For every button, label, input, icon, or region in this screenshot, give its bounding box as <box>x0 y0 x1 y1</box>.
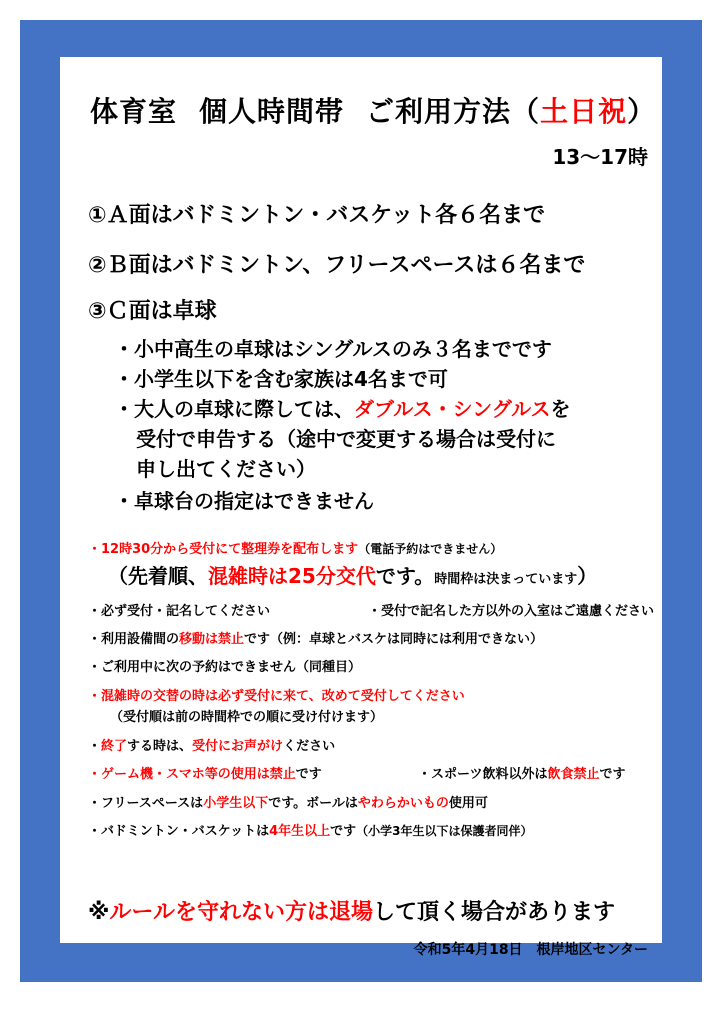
tt-rule-2: ・小学生以下を含む家族は4名まで可 <box>114 367 448 391</box>
highlight: 小学生以下 <box>203 796 269 811</box>
time-range: 13～17時 <box>552 145 648 169</box>
title-part: 個人時間帯 <box>199 95 345 128</box>
area-a-rule: ①Ａ面はバドミントン・バスケット各６名まで <box>88 203 546 228</box>
blue-frame <box>20 20 702 982</box>
text: ください <box>283 739 336 754</box>
note-food <box>418 763 626 782</box>
tt-rule-1: ・小中高生の卓球はシングルスのみ３名までです <box>114 337 552 361</box>
note-rotation-order: （受付順は前の時間枠での順に受け付けます） <box>110 710 384 725</box>
note-movement <box>88 628 543 647</box>
highlight: 飲食禁止 <box>547 767 600 782</box>
text: です <box>295 767 322 782</box>
tt-rule-3 <box>114 393 571 422</box>
tt-rule-4: ・卓球台の指定はできません <box>114 489 374 513</box>
note-entry: ・受付で記名した方以外の入室はご遠慮ください <box>368 604 655 619</box>
text: （電話予約はできません） <box>358 542 503 556</box>
page-title <box>90 90 656 130</box>
footer-date-org: 令和5年4月18日 根岸地区センター <box>413 942 648 958</box>
title-part: 体育室 <box>90 95 178 128</box>
title-paren: （ <box>511 95 541 128</box>
title-part: ご利用方法 <box>366 95 512 128</box>
note-rotation <box>108 560 597 589</box>
warning-line <box>88 895 615 926</box>
highlight: 移動は禁止 <box>179 632 245 647</box>
highlight: やわらかいもの <box>357 796 449 811</box>
area-c-rule: ③Ｃ面は卓球 <box>88 299 217 324</box>
note-register: ・必ず受付・記名してください <box>88 604 271 619</box>
highlight: 受付にお声がけ <box>192 739 284 754</box>
text: です <box>330 824 357 839</box>
notice-sheet <box>60 57 662 958</box>
text: ・バドミントン・バスケットは <box>88 824 270 839</box>
text: して頂く場合があります <box>372 900 615 925</box>
text: ・利用設備間の <box>88 632 180 647</box>
note-badminton-age <box>88 820 533 839</box>
text: ※ <box>88 900 110 925</box>
note-rotation-desk: ・混雑時の交替の時は必ず受付に来て、改めて受付してください <box>88 689 465 704</box>
highlight: 4年生以上 <box>269 824 331 839</box>
text: です。ボールは <box>268 796 358 811</box>
text: です <box>599 767 626 782</box>
title-days: 土日祝 <box>540 95 628 128</box>
text: 時間枠は決まっています <box>434 572 578 587</box>
highlight: 混雑時は25分交代 <box>208 564 376 588</box>
text: ・フリースペースは <box>88 796 204 811</box>
text: ・大人の卓球に際しては、 <box>114 397 354 421</box>
text: を <box>550 397 571 421</box>
text: 使用可 <box>448 796 488 811</box>
text: ） <box>577 564 598 588</box>
tt-rule-3-line3: 申し出てください） <box>136 457 316 481</box>
title-paren: ） <box>627 95 657 128</box>
highlight: ・ゲーム機・スマホ等の使用は禁止 <box>88 767 296 782</box>
area-b-rule: ②Ｂ面はバドミントン、フリースペースは６名まで <box>88 253 586 278</box>
highlight: 終了 <box>101 739 128 754</box>
text: です（例：卓球とバスケは同時には利用できない） <box>244 632 544 647</box>
note-free-space <box>88 792 488 811</box>
note-ticket <box>88 538 502 557</box>
text: ・スポーツ飲料以外は <box>418 767 548 782</box>
text: する時は、 <box>127 739 193 754</box>
tt-rule-3-line2: 受付で申告する（途中で変更する場合は受付に <box>136 427 556 451</box>
note-devices <box>88 763 322 782</box>
text: （先着順、 <box>108 564 208 588</box>
text: ・ <box>88 739 102 754</box>
highlight: ダブルス・シングルス <box>354 397 551 421</box>
note-next-reservation: ・ご利用中に次の予約はできません（同種目） <box>88 660 362 675</box>
note-finish <box>88 735 335 754</box>
text: です。 <box>375 564 435 588</box>
highlight: ・12時30分から受付にて整理券を配布します <box>88 542 359 557</box>
highlight: ルールを守れない方は退場 <box>109 900 373 925</box>
text: （小学3年生以下は保護者同伴） <box>356 824 533 838</box>
